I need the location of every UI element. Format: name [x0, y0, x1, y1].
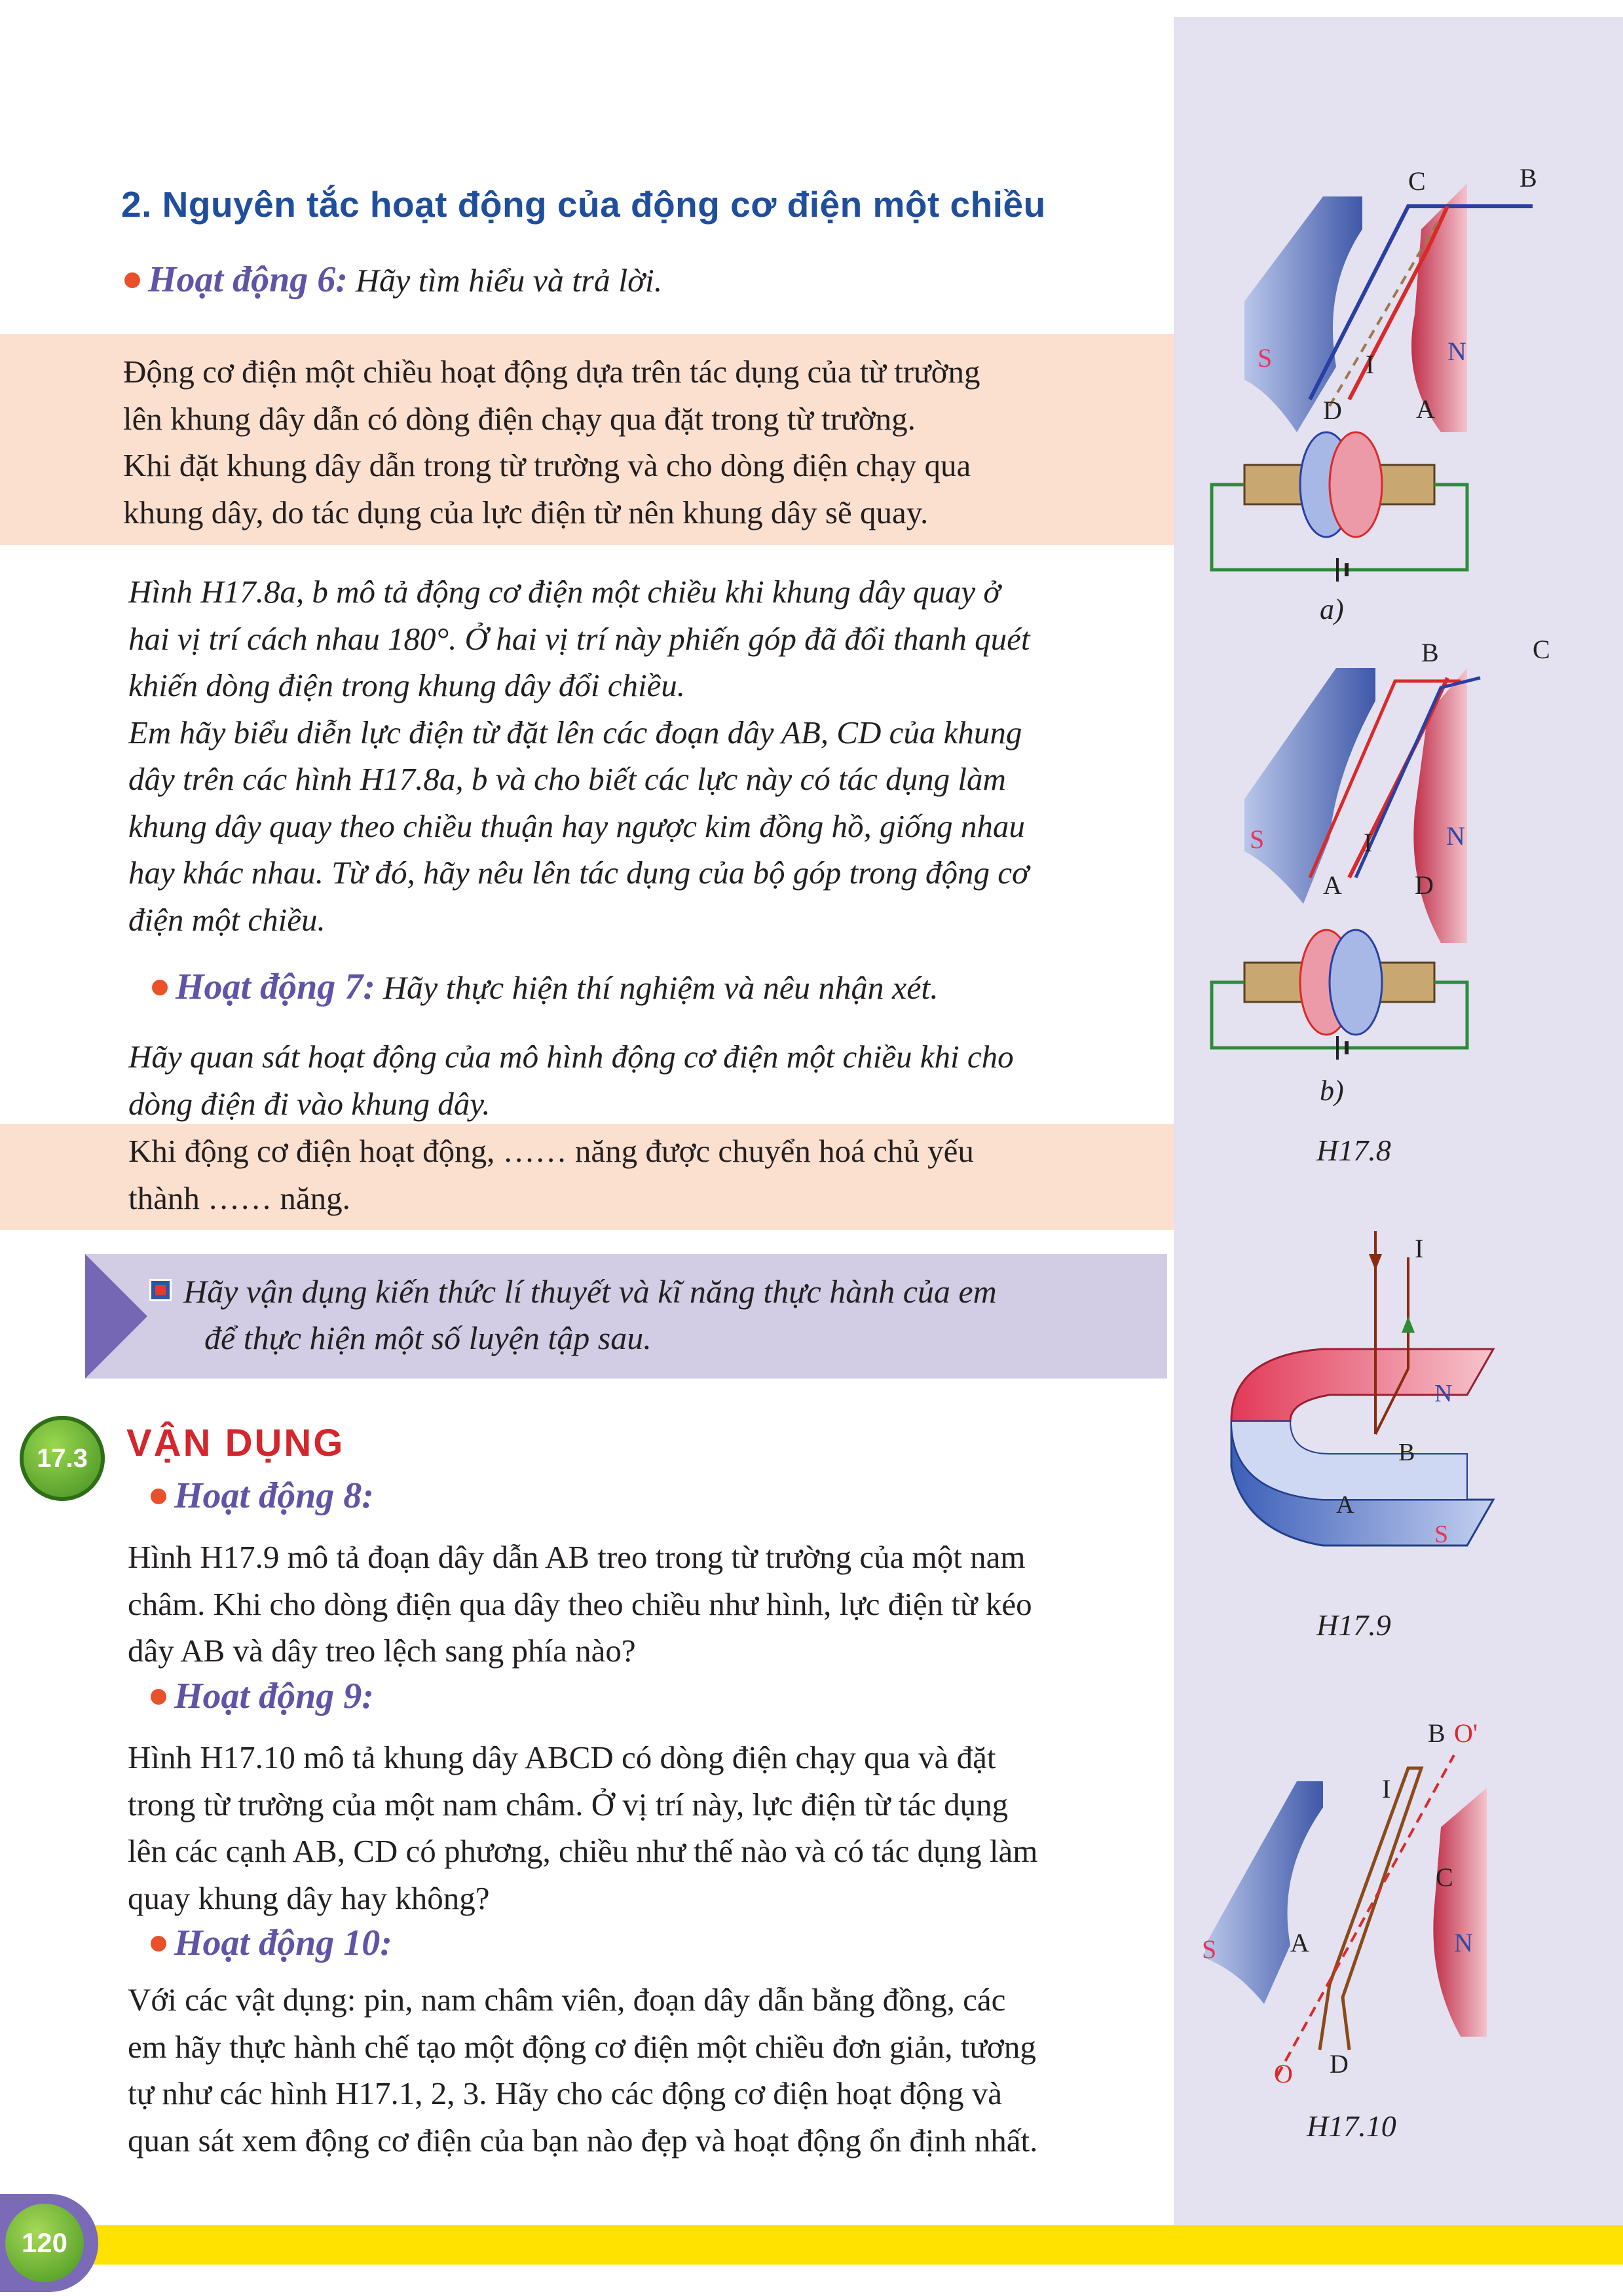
activity-label: Hoạt động 8:	[174, 1475, 374, 1516]
activity-10-header	[151, 1922, 392, 1964]
text-line: thành …… năng.	[128, 1179, 350, 1216]
commutator-blue	[1330, 930, 1382, 1035]
activity-label: Hoạt động 9:	[174, 1676, 374, 1716]
page-number: 120	[5, 2204, 84, 2282]
label-N: N	[1434, 1380, 1453, 1407]
text-line: Hình H17.10 mô tả khung dây ABCD có dòng điện chạy qua và đặt	[128, 1739, 996, 1775]
brush-right	[1375, 963, 1434, 1002]
text-line: lên các cạnh AB, CD có phương, chiều như thế nào và có tác dụng làm	[128, 1833, 1038, 1869]
label-C: C	[1408, 166, 1426, 196]
label-D: D	[1323, 396, 1342, 425]
sublabel-a: a)	[1320, 593, 1344, 625]
figure-h17-8b	[1192, 629, 1550, 1113]
text-line: Khi đặt khung dây dẫn trong từ trường và cho dòng điện chạy qua	[123, 447, 971, 483]
text-line: Hãy quan sát hoạt động của mô hình động cơ điện một chiều khi cho	[128, 1039, 1014, 1075]
label-S: S	[1250, 824, 1265, 854]
instruction-text	[183, 1268, 997, 1361]
magnet-north-arm	[1231, 1349, 1493, 1421]
activity-label: Hoạt động 10:	[174, 1923, 392, 1963]
text-line: trong từ trường của một nam châm. Ở vị trí này, lực điện từ tác dụng	[128, 1786, 1009, 1823]
brush-right	[1375, 465, 1434, 504]
label-C: C	[1436, 1862, 1453, 1892]
caption-h17-9: H17.9	[1316, 1608, 1391, 1642]
text-line: dây AB và dây treo lệch sang phía nào?	[128, 1633, 636, 1669]
activity-9-text	[128, 1734, 1123, 1921]
activity-6-header	[124, 259, 662, 301]
activity-prompt: Hãy thực hiện thí nghiệm và nêu nhận xét.	[382, 969, 939, 1006]
text-line: Với các vật dụng: pin, nam châm viên, đoạn dây dẫn bằng đồng, các	[128, 1982, 1006, 2018]
label-O-prime: O'	[1454, 1718, 1478, 1748]
section-heading: 2. Nguyên tắc hoạt động của động cơ điện một chiều	[121, 184, 1046, 225]
activity-label: Hoạt động 7:	[176, 967, 375, 1007]
activity-8-header	[151, 1475, 374, 1517]
brush-left	[1244, 465, 1303, 504]
footer-bar	[0, 2225, 1623, 2265]
magnet-north	[1433, 1788, 1487, 2037]
activity-10-text	[128, 1976, 1123, 2164]
activity-7-question	[128, 1033, 1124, 1127]
info-box-2-text	[128, 1128, 1124, 1221]
text-line: Hình H17.9 mô tả đoạn dây dẫn AB treo trong từ trường của một nam	[128, 1539, 1026, 1575]
text-line: Hãy vận dụng kiến thức lí thuyết và kĩ năng thực hành của em	[183, 1273, 997, 1310]
label-I: I	[1382, 1774, 1391, 1804]
magnet-north	[1413, 668, 1467, 943]
top-margin	[0, 0, 1623, 17]
label-N: N	[1446, 821, 1465, 851]
text-line: Khi động cơ điện hoạt động, …… năng được chuyển hoá chủ yếu	[128, 1133, 974, 1169]
label-A: A	[1290, 1928, 1309, 1957]
text-line: Em hãy biểu diễn lực điện từ đặt lên các đoạn dây AB, CD của khung	[128, 714, 1022, 750]
info-box-1-text	[123, 348, 1119, 536]
label-A: A	[1323, 870, 1342, 900]
label-B: B	[1398, 1439, 1415, 1466]
text-line: Động cơ điện một chiều hoạt động dựa trên tác dụng của từ trường	[123, 354, 980, 390]
bullet-icon	[152, 980, 168, 995]
text-line: khung dây quay theo chiều thuận hay ngược kim đồng hồ, giống nhau	[128, 807, 1025, 844]
activity-8-text	[128, 1534, 1123, 1675]
bullet-icon	[151, 1489, 166, 1504]
apply-title: VẬN DỤNG	[126, 1422, 345, 1464]
square-bullet-icon	[149, 1279, 172, 1301]
text-line: Hình H17.8a, b mô tả động cơ điện một chiều khi khung dây quay ở	[128, 574, 1001, 610]
text-line: hai vị trí cách nhau 180°. Ở hai vị trí này phiến góp đã đổi thanh quét	[128, 620, 1030, 657]
sublabel-b: b)	[1320, 1075, 1344, 1107]
label-N: N	[1447, 337, 1466, 366]
arrow-up-icon	[1402, 1316, 1415, 1333]
arrow-icon	[85, 1254, 147, 1379]
label-A: A	[1416, 394, 1435, 424]
figure-h17-8a	[1192, 157, 1537, 629]
text-line: châm. Khi cho dòng điện qua dây theo chiều như hình, lực điện từ kéo	[128, 1585, 1032, 1622]
text-line: hay khác nhau. Từ đó, hãy nêu lên tác dụng của bộ góp trong động cơ	[128, 855, 1030, 891]
text-line: quay khung dây hay không?	[128, 1879, 490, 1916]
bullet-icon	[124, 272, 140, 288]
label-S: S	[1434, 1521, 1449, 1548]
label-I: I	[1366, 350, 1375, 379]
text-line: tự như các hình H17.1, 2, 3. Hãy cho các động cơ điện hoạt động và	[128, 2075, 1002, 2111]
label-O: O	[1274, 2059, 1293, 2088]
label-I: I	[1364, 828, 1373, 857]
arrow-down-icon	[1369, 1254, 1382, 1270]
bullet-icon	[151, 1936, 166, 1952]
text-line: để thực hiện một số luyện tập sau.	[204, 1320, 652, 1356]
text-line: em hãy thực hành chế tạo một động cơ điện một chiều đơn giản, tương	[128, 2028, 1036, 2065]
label-B: B	[1421, 638, 1439, 667]
caption-h17-8: H17.8	[1316, 1134, 1391, 1167]
label-B: B	[1428, 1718, 1446, 1748]
label-B: B	[1520, 163, 1537, 193]
section-number-badge: 17.3	[20, 1416, 105, 1501]
activity-9-header	[151, 1675, 374, 1717]
activity-6-question	[128, 568, 1124, 943]
magnet-south	[1205, 1781, 1323, 2004]
commutator-red	[1330, 432, 1382, 537]
text-line: khiến dòng điện trong khung dây đổi chiều.	[128, 667, 686, 703]
label-D: D	[1415, 870, 1434, 900]
caption-h17-10: H17.10	[1307, 2109, 1396, 2143]
text-line: dòng điện đi vào khung dây.	[128, 1085, 491, 1122]
activity-7-header	[152, 966, 939, 1008]
label-A: A	[1336, 1491, 1354, 1519]
text-line: điện một chiều.	[128, 901, 326, 938]
label-N: N	[1454, 1928, 1473, 1957]
activity-prompt: Hãy tìm hiểu và trả lời.	[355, 262, 663, 299]
figure-h17-10	[1192, 1696, 1493, 2102]
figure-h17-9	[1218, 1218, 1506, 1559]
brush-left	[1244, 963, 1303, 1002]
instruction-bar	[85, 1254, 1167, 1379]
activity-label: Hoạt động 6:	[148, 259, 348, 300]
text-line: quan sát xem động cơ điện của bạn nào đẹp và hoạt động ổn định nhất.	[128, 2122, 1038, 2158]
text-line: lên khung dây dẫn có dòng điện chạy qua đặt trong từ trường.	[123, 400, 916, 437]
label-S: S	[1202, 1935, 1217, 1964]
label-I: I	[1415, 1234, 1424, 1263]
text-line: khung dây, do tác dụng của lực điện từ nên khung dây sẽ quay.	[123, 494, 929, 530]
footer-margin	[0, 2265, 1623, 2296]
text-line: dây trên các hình H17.8a, b và cho biết các lực này có tác dụng làm	[128, 761, 1006, 797]
bullet-icon	[151, 1689, 166, 1705]
label-D: D	[1330, 2049, 1349, 2079]
magnet-south	[1244, 196, 1362, 432]
label-C: C	[1533, 635, 1550, 664]
label-S: S	[1258, 343, 1273, 373]
